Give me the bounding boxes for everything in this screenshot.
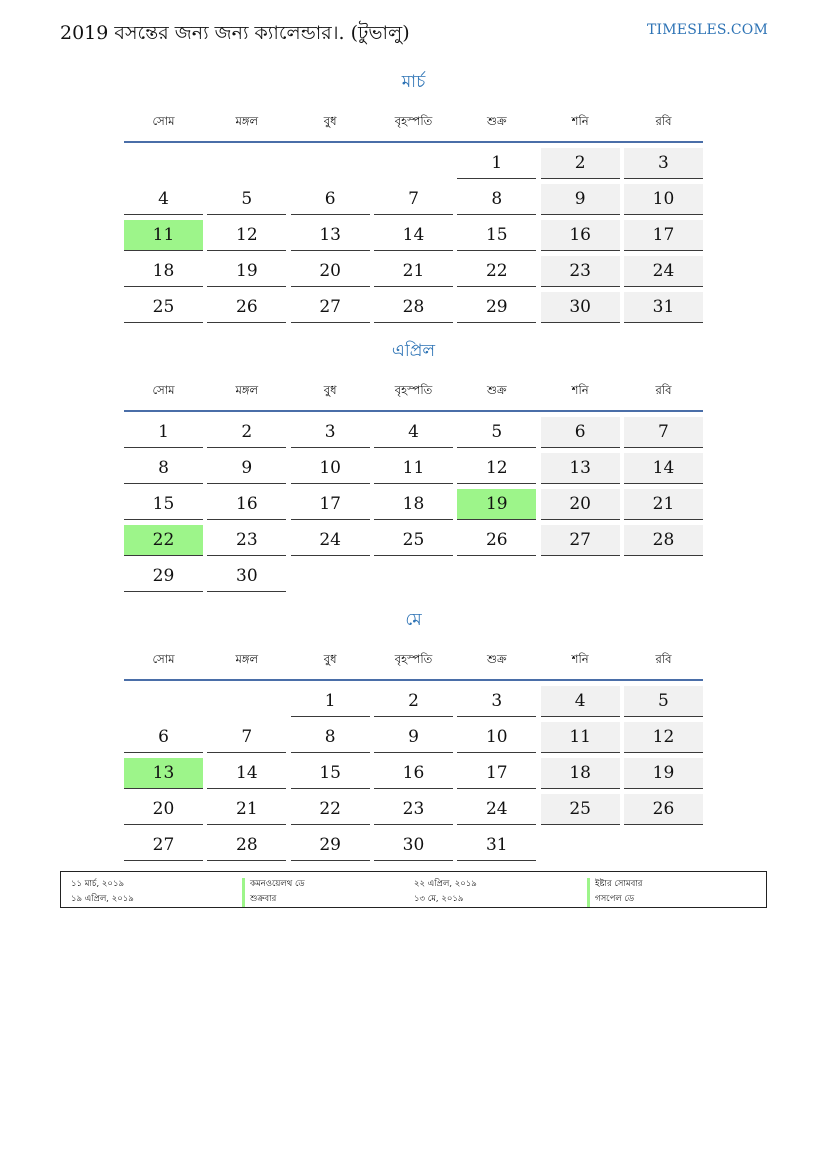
day-cell[interactable]: 26 [457, 525, 536, 556]
day-cell[interactable]: 27 [291, 292, 370, 323]
day-cell[interactable]: 12 [457, 453, 536, 484]
day-cell[interactable]: 18 [124, 256, 203, 287]
empty-cell [124, 148, 203, 179]
day-cell[interactable]: 4 [124, 184, 203, 215]
day-cell[interactable]: 25 [374, 525, 453, 556]
day-cell[interactable]: 30 [374, 830, 453, 861]
weekday-label: সোম [152, 114, 175, 128]
holiday-day-cell[interactable]: 13 [124, 758, 203, 789]
weekday-label: শনি [571, 114, 589, 128]
legend-date: ১৩ মে, ২০১৯ [414, 893, 464, 904]
day-cell[interactable]: 1 [291, 686, 370, 717]
day-cell[interactable]: 4 [541, 686, 620, 717]
empty-cell [374, 148, 453, 179]
day-cell[interactable]: 20 [541, 489, 620, 520]
day-cell[interactable]: 5 [457, 417, 536, 448]
day-cell[interactable]: 14 [374, 220, 453, 251]
day-cell[interactable]: 12 [624, 722, 703, 753]
day-cell[interactable]: 18 [374, 489, 453, 520]
weekday-label: বৃহস্পতি [394, 383, 433, 397]
day-cell[interactable]: 7 [624, 417, 703, 448]
day-cell[interactable]: 17 [291, 489, 370, 520]
month-calendar [124, 608, 703, 861]
month-calendar [124, 70, 703, 323]
day-cell[interactable]: 21 [207, 794, 286, 825]
day-cell[interactable]: 15 [291, 758, 370, 789]
day-cell[interactable]: 2 [207, 417, 286, 448]
weekday-label: রবি [655, 114, 672, 128]
day-cell[interactable]: 16 [207, 489, 286, 520]
day-cell[interactable]: 6 [124, 722, 203, 753]
day-cell[interactable]: 27 [541, 525, 620, 556]
site-link[interactable]: TIMESLES.COM [647, 22, 768, 38]
day-grid [124, 148, 703, 323]
day-cell[interactable]: 10 [291, 453, 370, 484]
day-cell[interactable]: 2 [541, 148, 620, 179]
holiday-legend [60, 871, 767, 908]
day-cell[interactable]: 26 [207, 292, 286, 323]
empty-cell [374, 561, 453, 592]
weekday-header [124, 378, 703, 403]
day-cell[interactable]: 19 [207, 256, 286, 287]
holiday-day-cell[interactable]: 11 [124, 220, 203, 251]
day-cell[interactable]: 30 [541, 292, 620, 323]
day-grid [124, 686, 703, 861]
day-cell[interactable]: 28 [624, 525, 703, 556]
day-cell[interactable]: 4 [374, 417, 453, 448]
legend-date: ১৯ এপ্রিল, ২০১৯ [71, 893, 134, 904]
day-cell[interactable]: 23 [541, 256, 620, 287]
weekday-label: শুক্র [487, 652, 507, 666]
day-cell[interactable]: 3 [457, 686, 536, 717]
empty-cell [541, 830, 620, 861]
day-cell[interactable]: 21 [624, 489, 703, 520]
day-cell[interactable]: 24 [624, 256, 703, 287]
month-title: মে [405, 610, 422, 630]
day-cell[interactable]: 20 [291, 256, 370, 287]
empty-cell [291, 148, 370, 179]
day-cell[interactable]: 29 [291, 830, 370, 861]
day-cell[interactable]: 5 [624, 686, 703, 717]
day-cell[interactable]: 18 [541, 758, 620, 789]
legend-holiday-name: শুক্রবার [242, 893, 414, 908]
day-cell[interactable]: 3 [291, 417, 370, 448]
weekday-label: শনি [571, 652, 589, 666]
legend-holiday-name: ইষ্টার সোমবার [587, 878, 776, 893]
day-cell[interactable]: 1 [457, 148, 536, 179]
day-cell[interactable]: 22 [457, 256, 536, 287]
header-divider [124, 679, 703, 681]
legend-holiday-name: কমনওয়েলথ ডে [242, 878, 414, 893]
day-cell[interactable]: 17 [624, 220, 703, 251]
holiday-day-cell[interactable]: 22 [124, 525, 203, 556]
day-cell[interactable]: 27 [124, 830, 203, 861]
weekday-label: শনি [571, 383, 589, 397]
day-cell[interactable]: 10 [624, 184, 703, 215]
weekday-label: বৃহস্পতি [394, 652, 433, 666]
month-title: মার্চ [401, 72, 426, 92]
weekday-label: শুক্র [487, 114, 507, 128]
weekday-header [124, 647, 703, 672]
day-cell[interactable]: 8 [124, 453, 203, 484]
day-cell[interactable]: 11 [374, 453, 453, 484]
weekday-label: শুক্র [487, 383, 507, 397]
weekday-label: মঙ্গল [235, 114, 259, 128]
legend-date: ২২ এপ্রিল, ২০১৯ [414, 879, 477, 889]
empty-cell [291, 561, 370, 592]
weekday-label: মঙ্গল [235, 652, 259, 666]
day-cell[interactable]: 2 [374, 686, 453, 717]
day-cell[interactable]: 5 [207, 184, 286, 215]
legend-holiday-name: গসপেল ডে [587, 893, 776, 908]
day-cell[interactable]: 31 [624, 292, 703, 323]
day-cell[interactable]: 15 [457, 220, 536, 251]
day-cell[interactable]: 26 [624, 794, 703, 825]
day-cell[interactable]: 24 [457, 794, 536, 825]
empty-cell [541, 561, 620, 592]
legend-date: ১১ মার্চ, ২০১৯ [71, 879, 124, 889]
header-divider [124, 141, 703, 143]
weekday-label: সোম [152, 383, 175, 397]
day-cell[interactable]: 8 [291, 722, 370, 753]
weekday-label: বৃহস্পতি [394, 114, 433, 128]
day-cell[interactable]: 6 [541, 417, 620, 448]
day-cell[interactable]: 25 [541, 794, 620, 825]
day-cell[interactable]: 15 [124, 489, 203, 520]
holiday-day-cell[interactable]: 19 [457, 489, 536, 520]
weekday-label: বুধ [323, 114, 337, 128]
day-cell[interactable]: 9 [207, 453, 286, 484]
day-cell[interactable]: 12 [207, 220, 286, 251]
day-cell[interactable]: 28 [207, 830, 286, 861]
day-cell[interactable]: 16 [541, 220, 620, 251]
month-calendar [124, 339, 703, 592]
day-cell[interactable]: 29 [457, 292, 536, 323]
day-cell[interactable]: 25 [124, 292, 203, 323]
page-title: 2019 বসন্তের জন্য জন্য ক্যালেন্ডার।. (টুভালু) [60, 22, 410, 44]
day-cell[interactable]: 8 [457, 184, 536, 215]
day-cell[interactable]: 21 [374, 256, 453, 287]
empty-cell [457, 561, 536, 592]
day-cell[interactable]: 6 [291, 184, 370, 215]
day-cell[interactable]: 7 [374, 184, 453, 215]
weekday-label: রবি [655, 383, 672, 397]
empty-cell [207, 148, 286, 179]
day-cell[interactable]: 3 [624, 148, 703, 179]
day-cell[interactable]: 28 [374, 292, 453, 323]
day-grid [124, 417, 703, 592]
day-cell[interactable]: 29 [124, 561, 203, 592]
day-cell[interactable]: 1 [124, 417, 203, 448]
day-cell[interactable]: 17 [457, 758, 536, 789]
day-cell[interactable]: 23 [207, 525, 286, 556]
empty-cell [624, 561, 703, 592]
weekday-label: মঙ্গল [235, 383, 259, 397]
day-cell[interactable]: 13 [291, 220, 370, 251]
empty-cell [624, 830, 703, 861]
day-cell[interactable]: 13 [541, 453, 620, 484]
weekday-label: রবি [655, 652, 672, 666]
empty-cell [124, 686, 203, 717]
weekday-label: সোম [152, 652, 175, 666]
day-cell[interactable]: 10 [457, 722, 536, 753]
day-cell[interactable]: 9 [374, 722, 453, 753]
day-cell[interactable]: 14 [624, 453, 703, 484]
day-cell[interactable]: 19 [624, 758, 703, 789]
empty-cell [207, 686, 286, 717]
day-cell[interactable]: 11 [541, 722, 620, 753]
day-cell[interactable]: 23 [374, 794, 453, 825]
day-cell[interactable]: 30 [207, 561, 286, 592]
day-cell[interactable]: 9 [541, 184, 620, 215]
month-title: এপ্রিল [391, 341, 436, 361]
day-cell[interactable]: 31 [457, 830, 536, 861]
header-divider [124, 410, 703, 412]
day-cell[interactable]: 20 [124, 794, 203, 825]
day-cell[interactable]: 16 [374, 758, 453, 789]
day-cell[interactable]: 7 [207, 722, 286, 753]
weekday-header [124, 109, 703, 134]
day-cell[interactable]: 14 [207, 758, 286, 789]
weekday-label: বুধ [323, 383, 337, 397]
day-cell[interactable]: 22 [291, 794, 370, 825]
day-cell[interactable]: 24 [291, 525, 370, 556]
weekday-label: বুধ [323, 652, 337, 666]
